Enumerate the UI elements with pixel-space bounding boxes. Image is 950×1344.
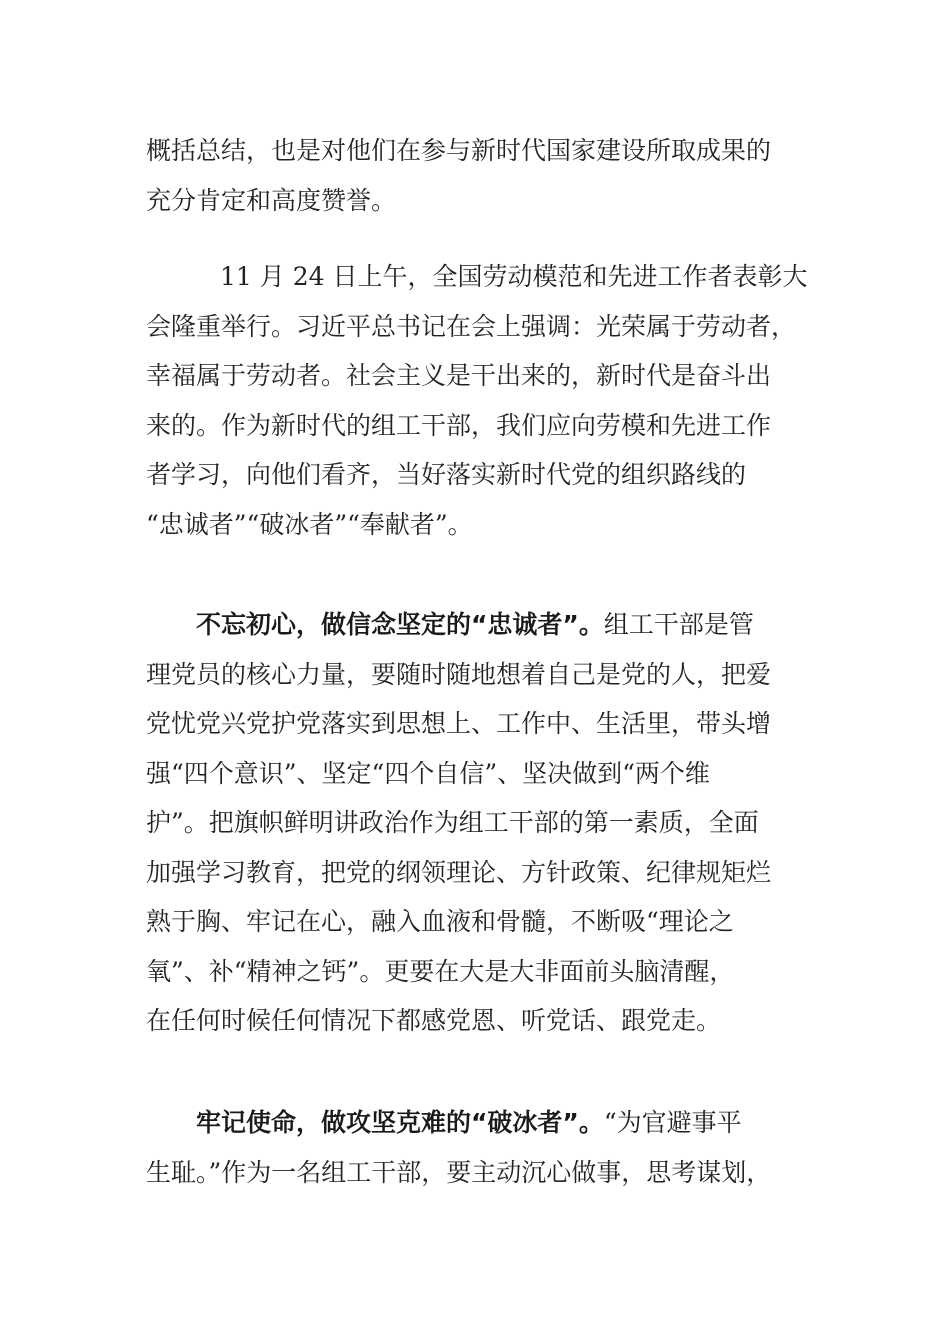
paragraph-line: 者学习，向他们看齐，当好落实新时代党的组织路线的 [146, 460, 747, 489]
paragraph-text: 组工干部是管 [603, 610, 754, 639]
paragraph-line: “忠诚者”“破冰者”“奉献者”。 [146, 509, 473, 539]
paragraph-line: 在任何时候任何情况下都感党恩、听党话、跟党走。 [146, 1006, 722, 1035]
paragraph-text: “为官避事平 [603, 1108, 742, 1137]
paragraph-line: 加强学习教育，把党的纲领理论、方针政策、纪律规矩烂 [146, 857, 772, 887]
paragraph-line: 理党员的核心力量，要随时随地想着自己是党的人，把爱 [146, 659, 772, 689]
paragraph-line: 来的。作为新时代的组工干部，我们应向劳模和先进工作 [146, 410, 772, 440]
paragraph-2 [146, 252, 807, 549]
paragraph-line: 幸福属于劳动者。社会主义是干出来的，新时代是奋斗出 [146, 361, 772, 390]
paragraph-4 [146, 1098, 771, 1197]
section-heading: 不忘初心，做信念坚定的“忠诚者”。 [196, 610, 604, 639]
paragraph-first-line [146, 600, 771, 650]
paragraph-line: 氧”、补“精神之钙”。更要在大是大非面前头脑清醒， [146, 956, 735, 986]
paragraph-line: 充分肯定和高度赞誉。 [146, 185, 397, 215]
paragraph-line: 生耻。”作为一名组工干部，要主动沉心做事，思考谋划， [146, 1157, 772, 1187]
paragraph-line: 11 月 24 日上午，全国劳动模范和先进工作者表彰大 [220, 262, 808, 291]
paragraph-1 [146, 126, 771, 225]
paragraph-line: 护”。把旗帜鲜明讲政治作为组工干部的第一素质，全面 [146, 808, 759, 837]
paragraph-line: 概括总结，也是对他们在参与新时代国家建设所取成果的 [146, 136, 772, 165]
paragraph-3 [146, 600, 771, 1046]
paragraph-line: 熟于胸、牢记在心，融入血液和骨髓，不断吸“理论之 [146, 907, 734, 936]
paragraph-line: 强“四个意识”、坚定“四个自信”、坚决做到“两个维 [146, 758, 710, 788]
paragraph-first-line [146, 1098, 771, 1148]
paragraph-line: 会隆重举行。习近平总书记在会上强调：光荣属于劳动者， [146, 311, 797, 341]
paragraph-line: 党忧党兴党护党落实到思想上、工作中、生活里，带头增 [146, 709, 772, 738]
section-heading: 牢记使命，做攻坚克难的“破冰者”。 [196, 1108, 604, 1137]
